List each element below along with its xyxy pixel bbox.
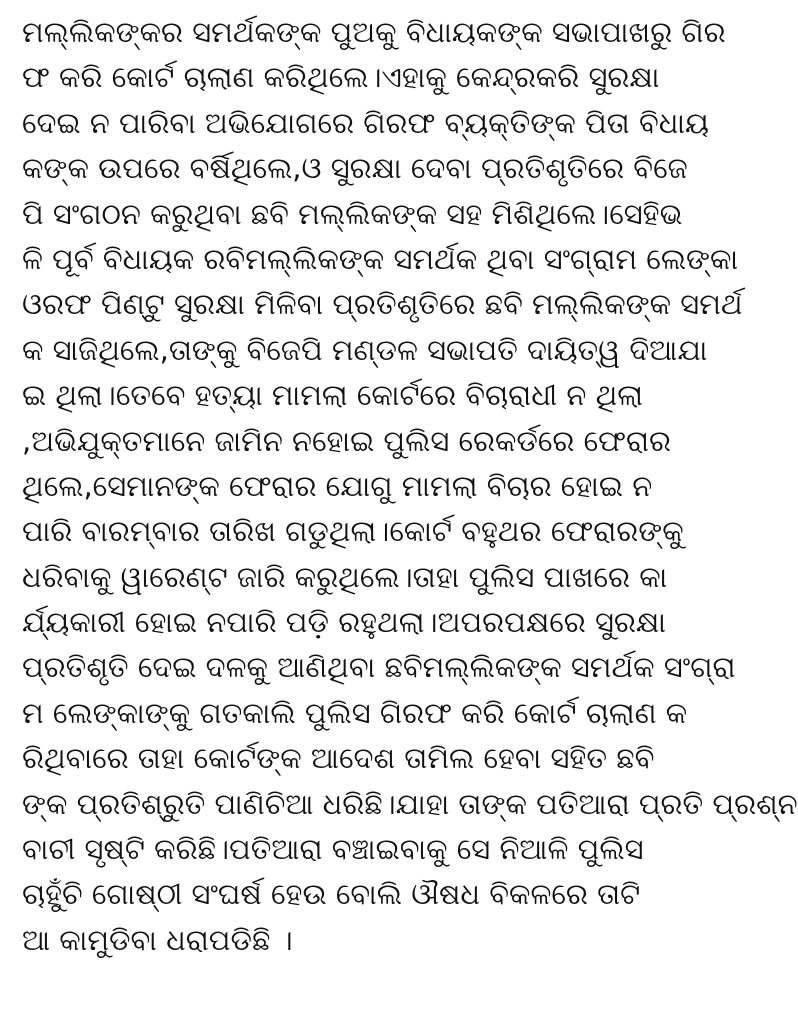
text-line: କଙ୍କ ଉପରେ ବର୍ଷିଥିଲେ,ଓ ସୁରକ୍ଷା ଦେବା ପ୍ରତିଶୃତିରେ ବିଜେ <box>22 151 688 186</box>
text-line: ଆ କାମୁଡିବା ଧରାପଡିଛି । <box>22 922 293 957</box>
text-line: ଙ୍କ ପ୍ରତିଶ୍ରୁତି ପାଣିଚିଆ ଧରିଛି।ଯାହା ତାଙ୍କ ପତିଆରା ପ୍ରତି ପ୍ରଶ୍ନ <box>22 786 798 821</box>
text-line: ପାରି ବାରମ୍ବାର ତାରିଖ ଗଡୁଥିଲା।କୋର୍ଟ ବହୁଥର ଫେରାରଙ୍କୁ <box>22 514 684 549</box>
text-line: ମ ଲେଙ୍କାଙ୍କୁ ଗତକାଲି ପୁଲିସ ଗିରଫ କରି କୋର୍ଟ ଚାଲାଣ କ <box>22 695 688 730</box>
text-line: କ ସାଜିଥିଲେ,ତାଙ୍କୁ ବିଜେପି ମଣ୍ଡଳ ସଭାପତି ଦାୟିତ୍ୱ ଦିଆଯା <box>22 332 708 367</box>
text-line: ଫ କରି କୋର୍ଟ ଚାଲାଣ କରିଥିଲେ।ଏହାକୁ କେନ୍ଦ୍ରକରି ସୁରକ୍ଷା <box>22 60 660 95</box>
text-line: ବାଚୀ ସୃଷ୍ଟି କରିଛି।ପତିଆରା ବଞ୍ଚାଇବାକୁ ସେ ନିଆଳି ପୁଲିସ <box>22 832 644 867</box>
text-line: ,ଅଭିଯୁକ୍ତମାନେ ଜାମିନ ନହୋଇ ପୁଲିସ ରେକର୍ଡରେ ଫେରାର <box>22 423 672 458</box>
text-line: ଳି ପୂର୍ବ ବିଧାୟକ ରବିମଲ୍ଲିକଙ୍କ ସମର୍ଥକ ଥିବା ସଂଗ୍ରାମ ଲେଙ୍କା <box>22 241 739 276</box>
text-line: ଇ ଥିଲା।ତେବେ ହତ୍ୟା ମାମଲା କୋର୍ଟରେ ବିଚାରାଧୀ ନ ଥିଲା <box>22 378 644 413</box>
text-line: ପ୍ରତିଶୃତି ଦେଇ ଦଳକୁ ଆଣିଥିବା ଛବିମଲ୍ଲିକଙ୍କ ସମର୍ଥକ ସଂଗ୍ରା <box>22 650 736 685</box>
text-line: ମଲ୍ଲିକଙ୍କର ସମର୍ଥକଙ୍କ ପୁଅକୁ ବିଧାୟକଙ୍କ ସଭାପାଖରୁ ଗିର <box>22 15 726 49</box>
body-text <box>22 10 798 963</box>
text-line: ରିଥିବାରେ ତାହା କୋର୍ଟଙ୍କ ଆଦେଶ ତାମିଲ ହେବା ସହିତ ଛବି <box>22 741 655 776</box>
text-line: ଓରଫ ପିଣ୍ଟୁ ସୁରକ୍ଷା ମିଳିବା ପ୍ରତିଶୃତିରେ ଛବି ମଲ୍ଲିକଙ୍କ ସମର୍ଥ <box>22 287 743 322</box>
text-line: ଦେଇ ନ ପାରିବା ଅଭିଯୋଗରେ ଗିରଫ ବ୍ୟକ୍ତିଙ୍କ ପିତା ବିଧାୟ <box>22 105 709 140</box>
text-line: ର୍ଯ୍ୟକାରୀ ହୋଇ ନପାରି ପଡ଼ି ରହୁଥଲା।ଅପରପକ୍ଷରେ ସୁରକ୍ଷା <box>22 605 666 640</box>
text-line: ଚାହୁଁଚି ଗୋଷ୍ଠୀ ସଂଘର୍ଷ ହେଉ ବୋଲି ଔଷଧ ବିକଳରେ ତାଟି <box>22 877 641 912</box>
text-line: ପି ସଂଗଠନ କରୁଥିବା ଛବି ମଲ୍ଲିକଙ୍କ ସହ ମିଶିଥିଲେ।ସେହିଭ <box>22 196 683 231</box>
text-line: ଥିଲେ,ସେମାନଙ୍କ ଫେରାର ଯୋଗୁ ମାମଲା ବିଚାର ହୋଇ ନ <box>22 468 653 503</box>
text-line: ଧରିବାକୁ ୱାରେଣ୍ଟ ଜାରି କରୁଥିଲେ।ତାହା ପୁଲିସ ପାଖରେ କା <box>22 559 668 594</box>
